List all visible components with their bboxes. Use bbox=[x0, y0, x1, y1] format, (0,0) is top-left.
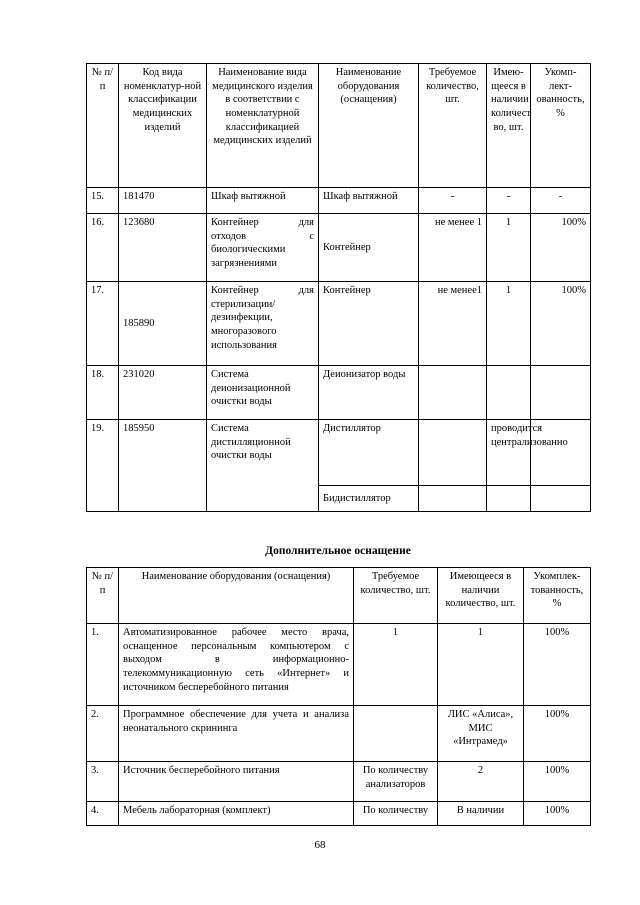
row-name: Программное обеспечение для учета и анализа неонатального скрининга bbox=[119, 706, 354, 762]
row-number: 19. bbox=[87, 420, 119, 512]
header-cell: Наименование оборудования (оснащения) bbox=[319, 64, 419, 188]
row-required bbox=[354, 706, 438, 762]
row-number: 3. bbox=[87, 762, 119, 802]
header-cell: Код вида номенклатур-ной классификации медицинских изделий bbox=[119, 64, 207, 188]
row-equipment: Шкаф вытяжной bbox=[319, 188, 419, 214]
row-name: Мебель лабораторная (комплект) bbox=[119, 802, 354, 826]
row-available: 1 bbox=[487, 214, 531, 282]
header-cell: № п/п bbox=[87, 568, 119, 624]
row-percent: 100% bbox=[524, 624, 591, 706]
row-equipment: Контейнер bbox=[319, 214, 419, 282]
row-available: В наличии bbox=[438, 802, 524, 826]
row-percent bbox=[531, 366, 591, 420]
row-number: 16. bbox=[87, 214, 119, 282]
row-name: Источник бесперебойного питания bbox=[119, 762, 354, 802]
row-code: 181470 bbox=[119, 188, 207, 214]
row-code: 231020 bbox=[119, 366, 207, 420]
row-number: 2. bbox=[87, 706, 119, 762]
table-row bbox=[87, 420, 591, 486]
table-row bbox=[87, 624, 591, 706]
table-row bbox=[87, 802, 591, 826]
row-available: 2 bbox=[438, 762, 524, 802]
row-required: По количеству анализаторов bbox=[354, 762, 438, 802]
equipment-table bbox=[86, 63, 591, 512]
empty-cell bbox=[531, 486, 591, 512]
row-kind: Контейнер для стерилизации/дезинфекции, многоразового использования bbox=[207, 282, 319, 366]
table-row bbox=[87, 282, 591, 366]
row-equipment-2: Бидистиллятор bbox=[319, 486, 419, 512]
row-kind: Контейнер для отходов с биологическими загрязнениями bbox=[207, 214, 319, 282]
row-number: 17. bbox=[87, 282, 119, 366]
header-cell: Имею-щееся в наличии количест во, шт. bbox=[487, 64, 531, 188]
row-percent: 100% bbox=[524, 706, 591, 762]
table-row bbox=[87, 214, 591, 282]
table-row bbox=[87, 188, 591, 214]
row-available: проводится централизованно bbox=[487, 420, 531, 486]
row-equipment: Дистиллятор bbox=[319, 420, 419, 486]
row-name: Автоматизированное рабочее место врача, оснащенное персональным компьютером с выходом в информационно-телекоммуникационную сеть «Интернет» и источником бесперебойного питания bbox=[119, 624, 354, 706]
row-number: 15. bbox=[87, 188, 119, 214]
row-required: не менее1 bbox=[419, 282, 487, 366]
row-percent: 100% bbox=[531, 214, 591, 282]
row-number: 18. bbox=[87, 366, 119, 420]
row-available: ЛИС «Алиса», МИС «Интрамед» bbox=[438, 706, 524, 762]
row-kind: Система дистилляционной очистки воды bbox=[207, 420, 319, 512]
table-header-row bbox=[87, 568, 591, 624]
header-cell: Укомплек-тованность, % bbox=[524, 568, 591, 624]
header-cell: Имеющееся в наличии количество, шт. bbox=[438, 568, 524, 624]
row-required bbox=[419, 420, 487, 486]
row-kind: Шкаф вытяжной bbox=[207, 188, 319, 214]
header-cell: Требуемое количество, шт. bbox=[419, 64, 487, 188]
additional-equipment-table bbox=[86, 567, 591, 826]
row-number: 1. bbox=[87, 624, 119, 706]
page-number: 68 bbox=[314, 839, 326, 851]
empty-cell bbox=[487, 486, 531, 512]
header-cell: № п/п bbox=[87, 64, 119, 188]
row-available: 1 bbox=[487, 282, 531, 366]
table-row bbox=[87, 706, 591, 762]
row-percent: 100% bbox=[524, 802, 591, 826]
section-title: Дополнительное оснащение bbox=[265, 545, 411, 557]
row-available bbox=[487, 366, 531, 420]
row-available: 1 bbox=[438, 624, 524, 706]
row-code: 185890 bbox=[119, 282, 207, 366]
row-available: - bbox=[487, 188, 531, 214]
row-code: 185950 bbox=[119, 420, 207, 512]
header-cell: Наименование оборудования (оснащения) bbox=[119, 568, 354, 624]
row-percent: 100% bbox=[531, 282, 591, 366]
row-required: 1 bbox=[354, 624, 438, 706]
table-row bbox=[87, 762, 591, 802]
table-row bbox=[87, 366, 591, 420]
row-equipment: Деионизатор воды bbox=[319, 366, 419, 420]
header-cell: Требуемое количество, шт. bbox=[354, 568, 438, 624]
row-kind: Система деионизационной очистки воды bbox=[207, 366, 319, 420]
row-percent: - bbox=[531, 188, 591, 214]
row-code: 123680 bbox=[119, 214, 207, 282]
header-cell: Наименование вида медицинского изделия в соответствии с номенклатурной классификацией медицинских изделий bbox=[207, 64, 319, 188]
table-header-row bbox=[87, 64, 591, 188]
row-required: По количеству bbox=[354, 802, 438, 826]
row-percent: 100% bbox=[524, 762, 591, 802]
empty-cell bbox=[419, 486, 487, 512]
row-number: 4. bbox=[87, 802, 119, 826]
header-cell: Укомп-лект-ованность, % bbox=[531, 64, 591, 188]
row-required: - bbox=[419, 188, 487, 214]
row-equipment: Контейнер bbox=[319, 282, 419, 366]
row-required: не менее 1 bbox=[419, 214, 487, 282]
row-required bbox=[419, 366, 487, 420]
